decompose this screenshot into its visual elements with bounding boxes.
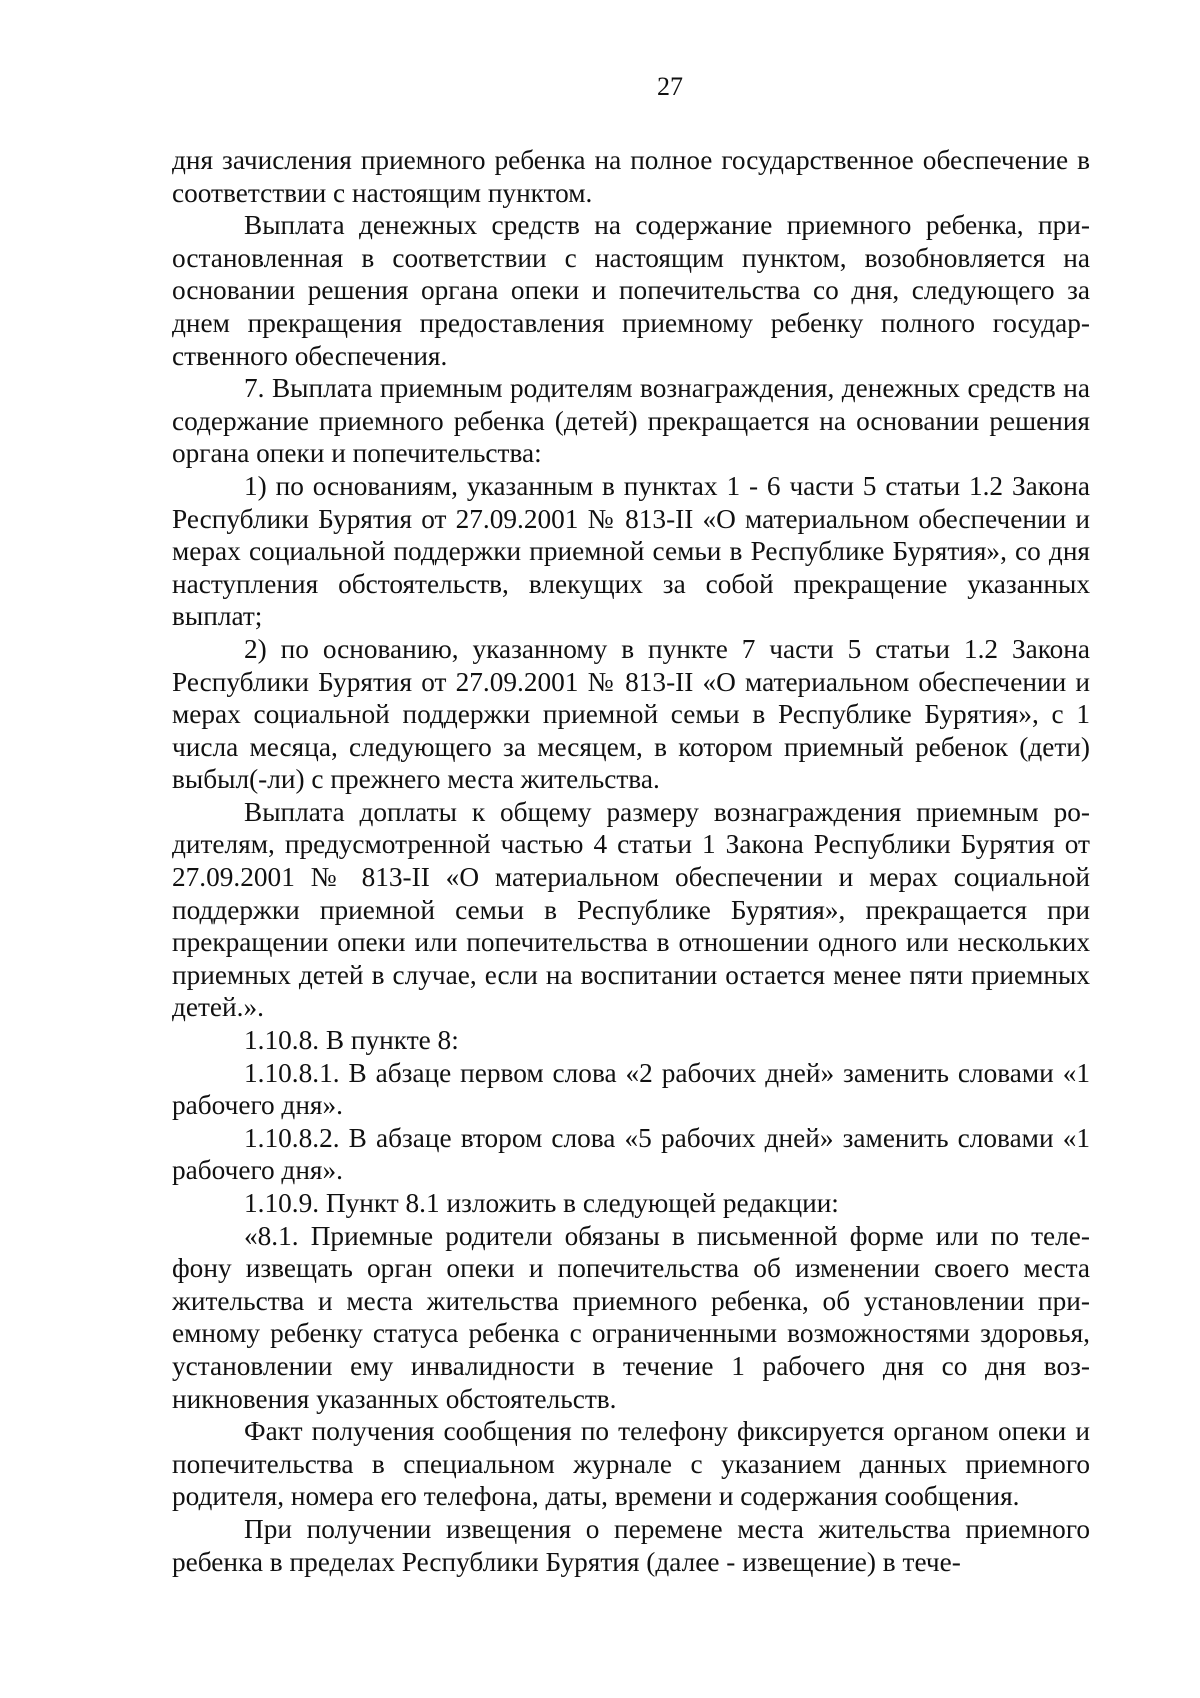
paragraph: При получении извещения о перемене места жительства приемного ребенка в пределах Республики Бурятия (далее - извещение) в тече- (172, 1513, 1090, 1577)
paragraph: дня зачисления приемного ребенка на полное государственное обеспечение в соответствии с настоящим пунктом. (172, 145, 1090, 208)
paragraph: 1.10.8.1. В абзаце первом слова «2 рабочих дней» заменить словами «1 рабочего дня». (172, 1057, 1090, 1121)
paragraph: 1) по основаниям, указанным в пунктах 1 - 6 части 5 статьи 1.2 Закона Республики Бурятия от 27.09.2001 № 813-II «О материальном обеспечении и мерах социальной поддержки приемной семьи в Республике Бурятия», со дня наступления обстоятельств, влекущих за собой прекращение указанных выплат; (172, 470, 1090, 632)
paragraph: «8.1. Приемные родители обязаны в письменной форме или по телефону извещать орган опеки и попечительства об изменении своего места жительства и места жительства приемного ребенка, об установлении приемному ребенку статуса ребенка с ограниченными возможностями здоровья, установлении ему инвалидности в течение 1 рабочего дня со дня возникновения указанных обстоятельств. (172, 1220, 1090, 1414)
paragraph: 7. Выплата приемным родителям вознаграждения, денежных средств на содержание приемного ребенка (детей) прекращается на основании решения органа опеки и попечительства: (172, 373, 1090, 469)
paragraph: Факт получения сообщения по телефону фиксируется органом опеки и попечительства в специальном журнале с указанием данных приемного родителя, номера его телефона, даты, времени и содержания сообщения. (172, 1416, 1090, 1512)
paragraph: Выплата денежных средств на содержание приемного ребенка, приостановленная в соответствии с настоящим пунктом, возобновляется на основании решения органа опеки и попечительства со дня, следующего за днем прекращения предоставления приемному ребенку полного государственного обеспечения. (172, 210, 1090, 371)
paragraph: Выплата доплаты к общему размеру вознаграждения приемным родителям, предусмотренной частью 4 статьи 1 Закона Республики Бурятия от 27.09.2001 № 813-II «О материальном обеспечении и мерах социальной поддержки приемной семьи в Республике Бурятия», прекращается при прекращении опеки или попечительства в отношении одного или нескольких приемных детей в случае, если на воспитании остается менее пяти приемных детей.». (172, 796, 1090, 1023)
page-number: 27 (657, 72, 683, 101)
document-body (172, 144, 1090, 1578)
paragraph: 1.10.8. В пункте 8: (244, 1025, 459, 1056)
paragraph: 1.10.9. Пункт 8.1 изложить в следующей редакции: (244, 1188, 839, 1218)
paragraph: 1.10.8.2. В абзаце втором слова «5 рабочих дней» заменить словами «1 рабочего дня». (172, 1122, 1090, 1186)
paragraph: 2) по основанию, указанному в пункте 7 части 5 статьи 1.2 Закона Республики Бурятия от 27.09.2001 № 813-II «О материальном обеспечении и мерах социальной поддержки приемной семьи в Республике Бурятия», с 1 числа месяца, следующего за месяцем, в котором приемный ребенок (дети) выбыл(-ли) с прежнего места жительства. (172, 633, 1090, 795)
